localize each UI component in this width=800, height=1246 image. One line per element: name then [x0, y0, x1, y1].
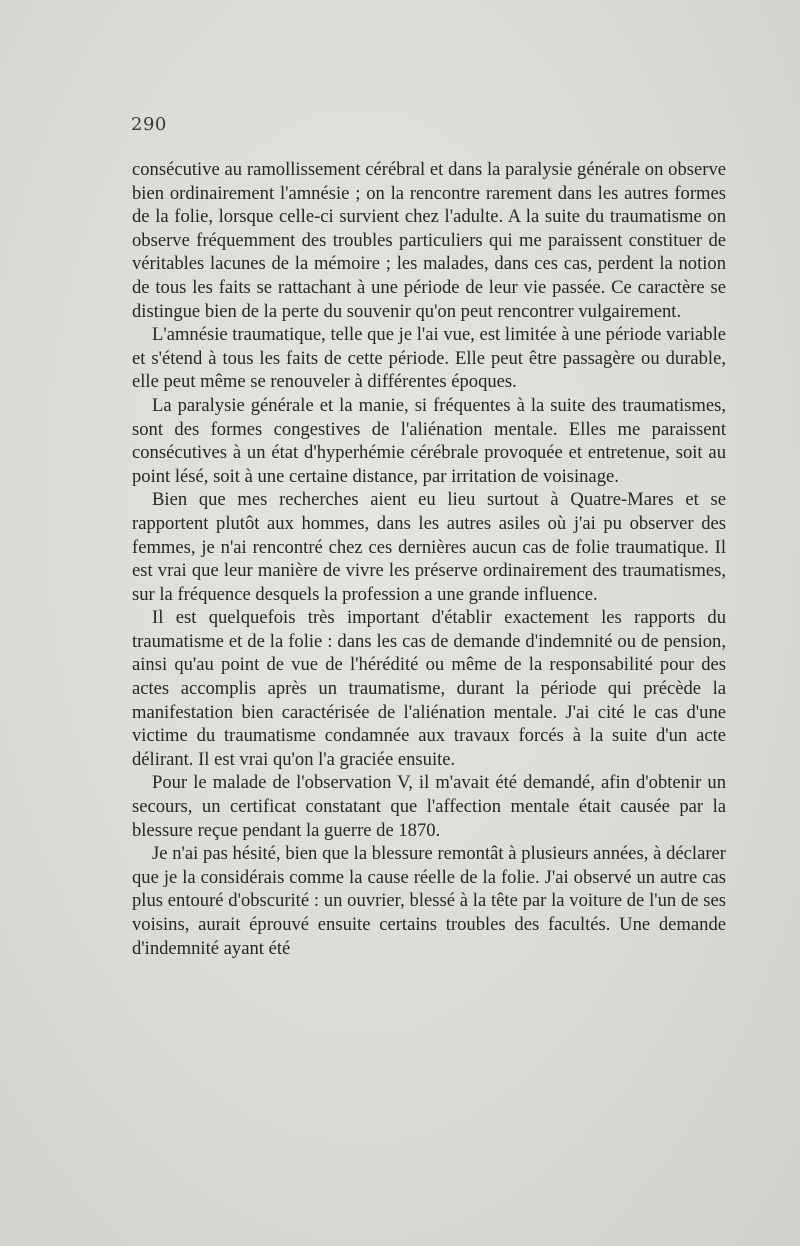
paragraph-7: Je n'ai pas hésité, bien que la blessure remontât à plusieurs années, à déclarer que je la considérais comme la cause réelle de la folie. J'ai observé un autre cas plus entouré d'obscurité : un ouvrier, blessé à la tête par la voiture de l'un de ses voisins, aurait éprouvé ensuite certains troubles des facultés. Une demande d'indemnité ayant été [132, 843, 726, 959]
paragraph-4: Bien que mes recherches aient eu lieu surtout à Quatre-Mares et se rapportent plutôt aux hommes, dans les autres asiles où j'ai pu observer des femmes, je n'ai rencontré chez ces dernières aucun cas de folie traumatique. Il est vrai que leur manière de vivre les préserve ordinairement des traumatismes, sur la fréquence desquels la profession a une grande influence. [132, 489, 726, 605]
page-number: 290 [131, 114, 167, 135]
paragraph-5: Il est quelquefois très important d'établir exactement les rapports du traumatisme et de la folie : dans les cas de demande d'indemnité ou de pension, ainsi qu'au point de vue de l'hérédité ou même de la responsabilité pour des actes accomplis après un traumatisme, durant la période qui précède la manifestation bien caractérisée de l'aliénation mentale. J'ai cité le cas d'une victime du traumatisme condamnée aux travaux forcés à la suite d'un acte délirant. Il est vrai qu'on l'a graciée ensuite. [132, 607, 726, 770]
paragraph-3: La paralysie générale et la manie, si fréquentes à la suite des traumatismes, sont des formes congestives de l'aliénation mentale. Elles me paraissent consécutives à un état d'hyperhémie cérébrale provoquée et entretenue, soit au point lésé, soit à une certaine distance, par irritation de voisinage. [132, 394, 726, 487]
body-text [132, 158, 726, 960]
paragraph-2: L'amnésie traumatique, telle que je l'ai vue, est limitée à une période variable et s'étend à tous les faits de cette période. Elle peut être passagère ou durable, elle peut même se renouveler à différentes époques. [132, 324, 726, 393]
paragraph-6: Pour le malade de l'observation V, il m'avait été demandé, afin d'obtenir un secours, un certificat constatant que l'affection mentale était causée par la blessure reçue pendant la guerre de 1870. [132, 772, 726, 841]
paragraph-1: consécutive au ramollissement cérébral et dans la paralysie générale on observe bien ordinairement l'amnésie ; on la rencontre rarement dans les autres formes de la folie, lorsque celle-ci survient chez l'adulte. A la suite du traumatisme on observe fréquemment des troubles particuliers qui me paraissent constituer de véritables lacunes de la mémoire ; les malades, dans ces cas, perdent la notion de tous les faits se rattachant à une période de leur vie passée. Ce caractère se distingue bien de la perte du souvenir qu'on peut rencontrer vulgairement. [132, 159, 726, 322]
